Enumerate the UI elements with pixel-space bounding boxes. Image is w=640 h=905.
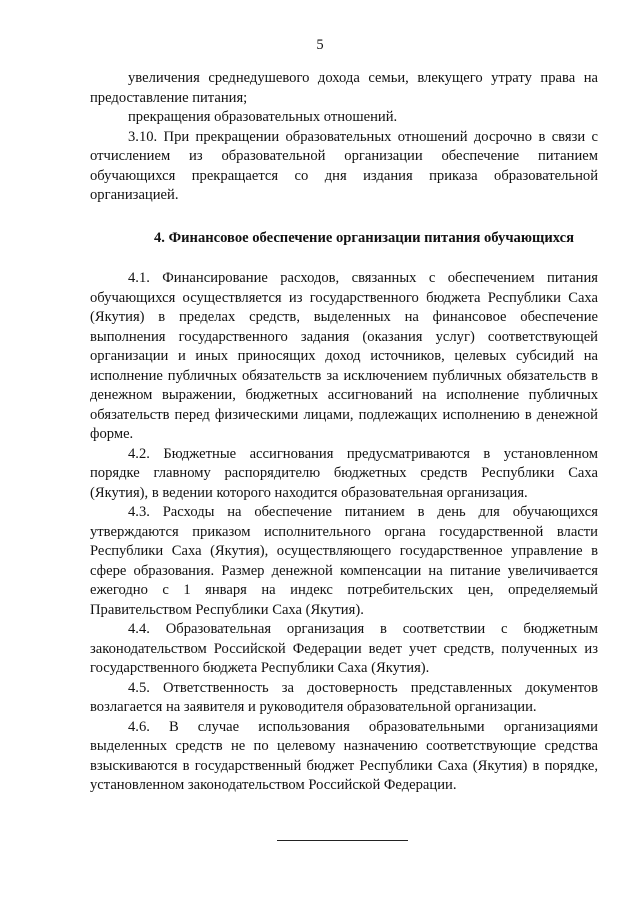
spacer [90, 248, 598, 269]
paragraph-4-1: 4.1. Финансирование расходов, связанных с обеспечением питания обучающихся осуществляется из государственного бюджета Республики Саха (Якутия) в пределах средств, выделенных на финансовое обеспечение выполнения государственного задания (оказания услуг) соответствующей организации и иных приносящих доход источников, целевых субсидий на исполнение публичных обязательств за исключением публичных обязательств в денежном выражении, бюджетных ассигнований на исполнение публичных обязательств перед физическими лицами, подлежащих исполнению в денежной форме. [90, 270, 598, 442]
paragraph-termination-relations: прекращения образовательных отношений. [128, 109, 398, 125]
section-heading: 4. Финансовое обеспечение организации питания обучающихся [154, 229, 574, 246]
paragraph-4-2: 4.2. Бюджетные ассигнования предусматриваются в установленном порядке главному распорядителю бюджетных средств Республики Саха (Якутия), в ведении которого находится образовательная организация. [90, 445, 598, 501]
page-body [90, 69, 598, 796]
end-of-text-rule [277, 840, 408, 841]
paragraph-4-3: 4.3. Расходы на обеспечение питанием в день для обучающихся утверждаются приказом исполнительного органа государственной власти Республики Саха (Якутия), осуществляющего государственное управление в сфере образования. Размер денежной компенсации на питание увеличивается ежегодно с 1 января на индекс потребительских цен, определяемый Правительством Республики Саха (Якутия). [90, 504, 598, 618]
spacer [90, 206, 598, 229]
paragraph-4-6: 4.6. В случае использования образовательными организациями выделенных средств не по целевому назначению соответствующие средства взыскиваются в государственный бюджет Республики Саха (Якутия) в порядке, установленном законодательством Российской Федерации. [90, 718, 598, 793]
page-number: 5 [316, 37, 324, 53]
paragraph-4-4: 4.4. Образовательная организация в соответствии с бюджетным законодательством Российской Федерации ведет учет средств, полученных из государственного бюджета Республики Саха (Якутия). [90, 621, 598, 676]
paragraph-4-5: 4.5. Ответственность за достоверность представленных документов возлагается на заявителя и руководителя образовательной организации. [90, 679, 598, 715]
paragraph-3-10: 3.10. При прекращении образовательных отношений досрочно в связи с отчислением из образовательной организации обеспечение питанием обучающихся прекращается со дня издания приказа образовательной организацией. [90, 128, 598, 203]
paragraph-income-increase: увеличения среднедушевого дохода семьи, влекущего утрату права на предоставление питания; [90, 70, 598, 106]
